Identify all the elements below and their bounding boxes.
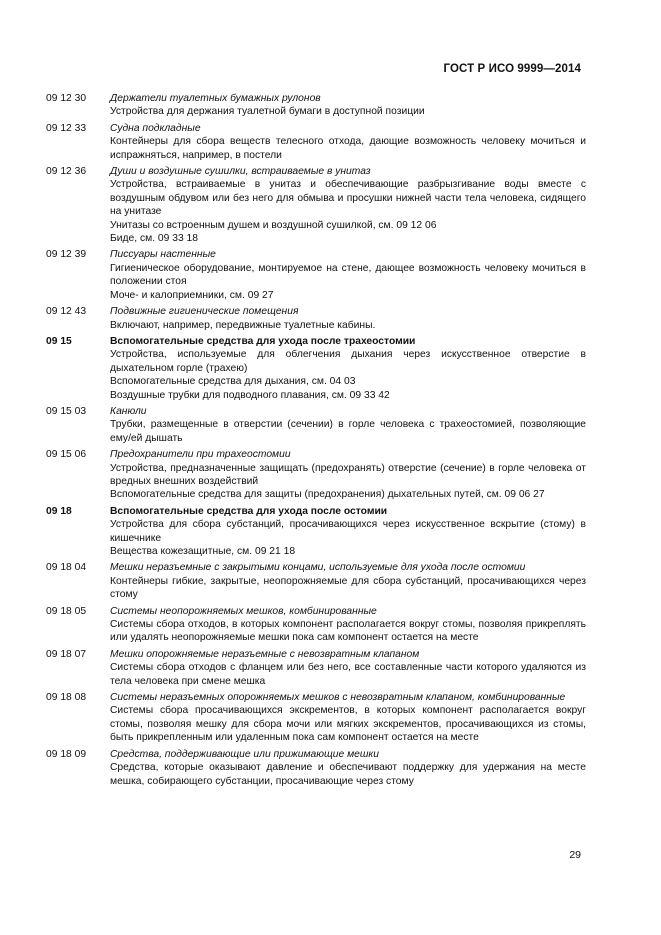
entry-description: Устройства, используемые для облегчения дыхания через искусственное отверстие в дыхательном горле (трахею) (110, 349, 586, 374)
classification-entry (46, 92, 586, 119)
classification-entry (46, 122, 586, 162)
entry-description: Системы сбора отходов, в которых компонент располагается вокруг стомы, позволяя прикреплять или удалять неопорожняемые мешки пока сам компонент остается на месте (110, 619, 586, 644)
entry-code: 09 18 09 (46, 748, 87, 760)
entry-title: Системы неопорожняемых мешков, комбинированные (110, 605, 377, 617)
entry-body (110, 305, 586, 332)
entry-description: Устройства, предназначенные защищать (предохранять) отверстие (сечение) в горле человека от вредных внешних воздействий (110, 462, 586, 487)
entry-description: Средства, которые оказывают давление и обеспечивают поддержку для удержания на месте мешка, собирающего субстанции, просачивающие через стому (110, 762, 586, 787)
entry-description: Моче- и калоприемники, см. 09 27 (110, 289, 274, 301)
entry-body (110, 165, 586, 245)
entry-description: Контейнеры гибкие, закрытые, неопорожняемые для сбора субстанций, просачивающихся через стому (110, 575, 586, 601)
entry-code: 09 12 36 (46, 166, 87, 178)
entry-description: Контейнеры для сбора веществ телесного отхода, дающие возможность человеку мочиться и испражняться, например, в постели (110, 136, 586, 161)
entry-code: 09 18 (46, 505, 72, 517)
page-number: 29 (569, 849, 581, 861)
entry-title: Держатели туалетных бумажных рулонов (110, 93, 321, 104)
entry-code: 09 12 30 (46, 93, 87, 104)
entry-body (110, 405, 586, 445)
entry-title: Вспомогательные средства для ухода после остомии (110, 505, 388, 517)
entry-code: 09 15 (46, 335, 72, 347)
entry-description: Биде, см. 09 33 18 (110, 233, 198, 245)
classification-entry (46, 305, 586, 332)
entry-code: 09 18 07 (46, 648, 87, 660)
entry-title: Канюли (110, 405, 147, 417)
entry-code: 09 15 06 (46, 449, 87, 461)
entry-description: Системы сбора отходов с фланцем или без него, все составленные части которого удаляются из тела человека при смене мешка (110, 662, 586, 687)
entry-description: Системы сбора просачивающихся экскрементов, в которых компонент располагается вокруг стомы, позволяя мешку для сбора мочи или мягких экскрементов, просачивающихся из стомы, быть прикрепленным или удаленным пока сам компонент остается на месте (110, 705, 586, 744)
entry-description: Устройства для сбора субстанций, просачивающихся через искусственное вскрытие (стому) в кишечнике (110, 519, 586, 544)
entry-title: Вспомогательные средства для ухода после трахеостомии (110, 335, 416, 347)
entry-code: 09 12 39 (46, 249, 87, 261)
entry-body (110, 691, 586, 745)
entry-code: 09 18 04 (46, 562, 87, 574)
entry-title: Писсуары настенные (110, 249, 216, 261)
entry-body (110, 748, 586, 788)
classification-list (46, 92, 586, 791)
classification-entry (46, 748, 586, 788)
classification-entry (46, 691, 586, 745)
entry-title: Средства, поддерживающие или прижимающие мешки (110, 748, 379, 760)
entry-description: Вещества кожезащитные, см. 09 21 18 (110, 546, 296, 557)
entry-body (110, 335, 586, 402)
entry-code: 09 12 33 (46, 122, 87, 134)
entry-code: 09 12 43 (46, 306, 87, 318)
entry-description: Трубки, размещенные в отверстии (сечении) в горле человека с трахеостомией, позволяющие ему/ей дышать (110, 419, 586, 444)
classification-entry (46, 335, 586, 402)
entry-code: 09 15 03 (46, 405, 87, 417)
entry-description: Вспомогательные средства для защиты (предохранения) дыхательных путей, см. 09 06 27 (110, 489, 545, 501)
document-header: ГОСТ Р ИСО 9999—2014 (443, 63, 581, 75)
classification-entry (46, 648, 586, 688)
classification-entry (46, 561, 586, 601)
classification-entry (46, 505, 586, 559)
entry-title: Системы неразъемных опорожняемых мешков с невозвратным клапаном, комбинированные (110, 692, 566, 704)
entry-title: Предохранители при трахеостомии (110, 449, 291, 461)
entry-body (110, 92, 586, 119)
classification-entry (46, 448, 586, 502)
entry-body (110, 605, 586, 645)
classification-entry (46, 605, 586, 645)
entry-body (110, 648, 586, 688)
entry-body (110, 448, 586, 502)
entry-title: Мешки опорожняемые неразъемные с невозвратным клапаном (110, 648, 420, 660)
entry-title: Подвижные гигиенические помещения (110, 306, 299, 318)
classification-entry (46, 248, 586, 302)
entry-body (110, 505, 586, 559)
entry-description: Гигиеническое оборудование, монтируемое на стене, дающее возможность человеку мочиться в положении стоя (110, 262, 586, 288)
classification-entry (46, 165, 586, 245)
entry-body (110, 122, 586, 162)
entry-title: Души и воздушные сушилки, встраиваемые в унитаз (110, 166, 371, 178)
entry-title: Мешки неразъемные с закрытыми концами, используемые для ухода после остомии (110, 562, 526, 574)
classification-entry (46, 405, 586, 445)
entry-description: Вспомогательные средства для дыхания, см. 04 03 (110, 376, 356, 388)
entry-code: 09 18 08 (46, 692, 87, 704)
entry-description: Устройства для держания туалетной бумаги в доступной позиции (110, 106, 425, 118)
entry-body (110, 248, 586, 302)
entry-title: Судна подкладные (110, 122, 201, 134)
entry-body (110, 561, 586, 601)
entry-description: Унитазы со встроенным душем и воздушной сушилкой, см. 09 12 06 (110, 219, 437, 231)
entry-description: Включают, например, передвижные туалетные кабины. (110, 319, 376, 331)
entry-description: Воздушные трубки для подводного плавания, см. 09 33 42 (110, 389, 390, 401)
entry-code: 09 18 05 (46, 605, 87, 617)
entry-description: Устройства, встраиваемые в унитаз и обеспечивающие разбрызгивание воды вместе с воздушным обдувом или без него для обмыва и просушки нижней части тела человека, сидящего на унитазе (110, 179, 586, 218)
